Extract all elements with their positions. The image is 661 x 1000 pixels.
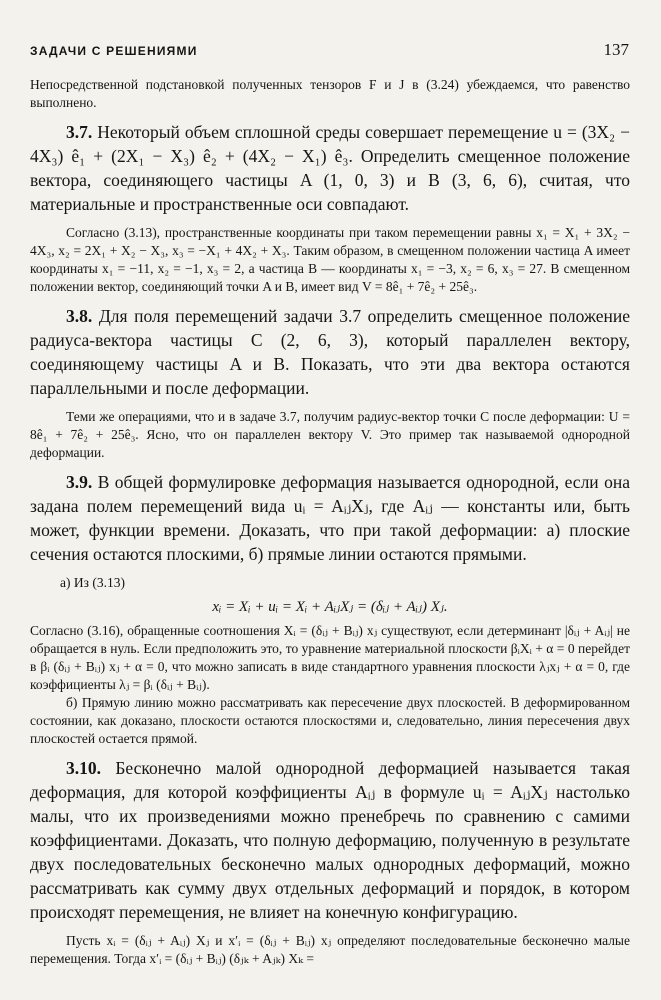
problem-3-7-statement	[30, 120, 630, 216]
page-number: 137	[603, 40, 629, 59]
problem-3-10-text: Бесконечно малой однородной деформацией называется такая деформация, для которой коэффициенты Aᵢⱼ в формуле uᵢ = AᵢⱼXⱼ настолько малы, что их произведениями можно пренебречь по сравнению с самими коэффициентами. Доказать, что полную деформацию, полученную в результате двух последовательных бесконечно малых однородных деформаций, можно рассматривать как сумму двух отдельных деформаций и порядок, в котором происходят перемещения, не влияет на конечную конфигурацию.	[30, 758, 631, 922]
problem-3-9-text: В общей формулировке деформация называется однородной, если она задана полем перемещений вида uᵢ = AᵢⱼXⱼ, где Aᵢⱼ — константы или, быть может, функции времени. Доказать, что при такой деформации: а) плоские сечения остаются плоскими, б) прямые линии остаются прямыми.	[30, 472, 630, 564]
page-body	[30, 76, 630, 968]
problem-3-10-statement	[30, 756, 630, 924]
problem-3-9-equation: xᵢ = Xᵢ + uᵢ = Xᵢ + AᵢⱼXⱼ = (δᵢⱼ + Aᵢⱼ) Xⱼ.	[212, 599, 448, 615]
header-title: ЗАДАЧИ С РЕШЕНИЯМИ	[30, 44, 198, 58]
problem-3-8-statement	[30, 304, 630, 400]
problem-3-7-number: 3.7.	[66, 122, 93, 142]
problem-3-8-solution: Теми же операциями, что и в задаче 3.7, получим радиус-вектор точки C после деформации: U = 8ê₁ + 7ê₂ + 25ê₃. Ясно, что он параллелен вектору V. Это пример так называемой однородной деформации.	[30, 409, 630, 460]
running-header	[30, 40, 629, 62]
problem-3-10-number: 3.10.	[66, 758, 101, 778]
problem-3-8-number: 3.8.	[66, 306, 93, 326]
problem-3-9-solution-b: б) Прямую линию можно рассматривать как пересечение двух плоскостей. В деформированном состоянии, как доказано, плоскости остаются плоскостями и, следовательно, линия пересечения двух плоскостей остается прямой.	[30, 695, 630, 746]
problem-3-9-solution-label: а) Из (3.13)	[60, 575, 125, 590]
problem-3-7-text: Некоторый объем сплошной среды совершает перемещение u = (3X₂ − 4X₃) ê₁ + (2X₁ − X₃) ê₂ + (4X₂ − X₁) ê₃. Определить смещенное положение вектора, соединяющего частицы A (1, 0, 3) и B (3, 6, 6), считая, что материальные и пространственные оси совпадают.	[30, 122, 631, 214]
problem-3-9-solution-a: Согласно (3.16), обращенные соотношения Xᵢ = (δᵢⱼ + Bᵢⱼ) xⱼ существуют, если детерминант |δᵢⱼ + Aᵢⱼ| не обращается в нуль. Если предположить это, то уравнение материальной плоскости βᵢXᵢ + α = 0 перейдет в βᵢ (δᵢⱼ + Bᵢⱼ) xⱼ + α = 0, что можно записать в виде стандартного уравнения плоскости λⱼxⱼ + α = 0, где коэффициенты λⱼ = βᵢ (δᵢⱼ + Bᵢⱼ).	[30, 623, 630, 692]
problem-3-9-number: 3.9.	[66, 472, 93, 492]
problem-3-8-text: Для поля перемещений задачи 3.7 определить смещенное положение радиуса-вектора частицы C (2, 6, 3), который параллелен вектору, соединяющему частицы A и B. Показать, что эти два вектора остаются параллельными и после деформации.	[30, 306, 631, 398]
problem-3-9-statement	[30, 470, 630, 566]
problem-3-7-solution: Согласно (3.13), пространственные координаты при таком перемещении равны x₁ = X₁ + 3X₂ − 4X₃, x₂ = 2X₁ + X₂ − X₃, x₃ = −X₁ + 4X₂ + X₃. Таким образом, в смещенном положении частица A имеет координаты x₁ = −11, x₂ = −1, x₃ = 2, а частица B — координаты x₁ = −3, x₂ = 6, x₃ = 27. В смещенном положении вектор, соединяющий точки A и B, имеет вид V = 8ê₁ + 7ê₂ + 25ê₃.	[30, 225, 630, 294]
intro-paragraph: Непосредственной подстановкой полученных тензоров F и J в (3.24) убеждаемся, что равенство выполнено.	[30, 77, 630, 110]
problem-3-10-solution: Пусть xᵢ = (δᵢⱼ + Aᵢⱼ) Xⱼ и x′ᵢ = (δᵢⱼ + Bᵢⱼ) xⱼ определяют последовательные бесконечно малые перемещения. Тогда x′ᵢ = (δᵢⱼ + Bᵢⱼ) (δⱼₖ + Aⱼₖ) Xₖ =	[30, 933, 630, 966]
